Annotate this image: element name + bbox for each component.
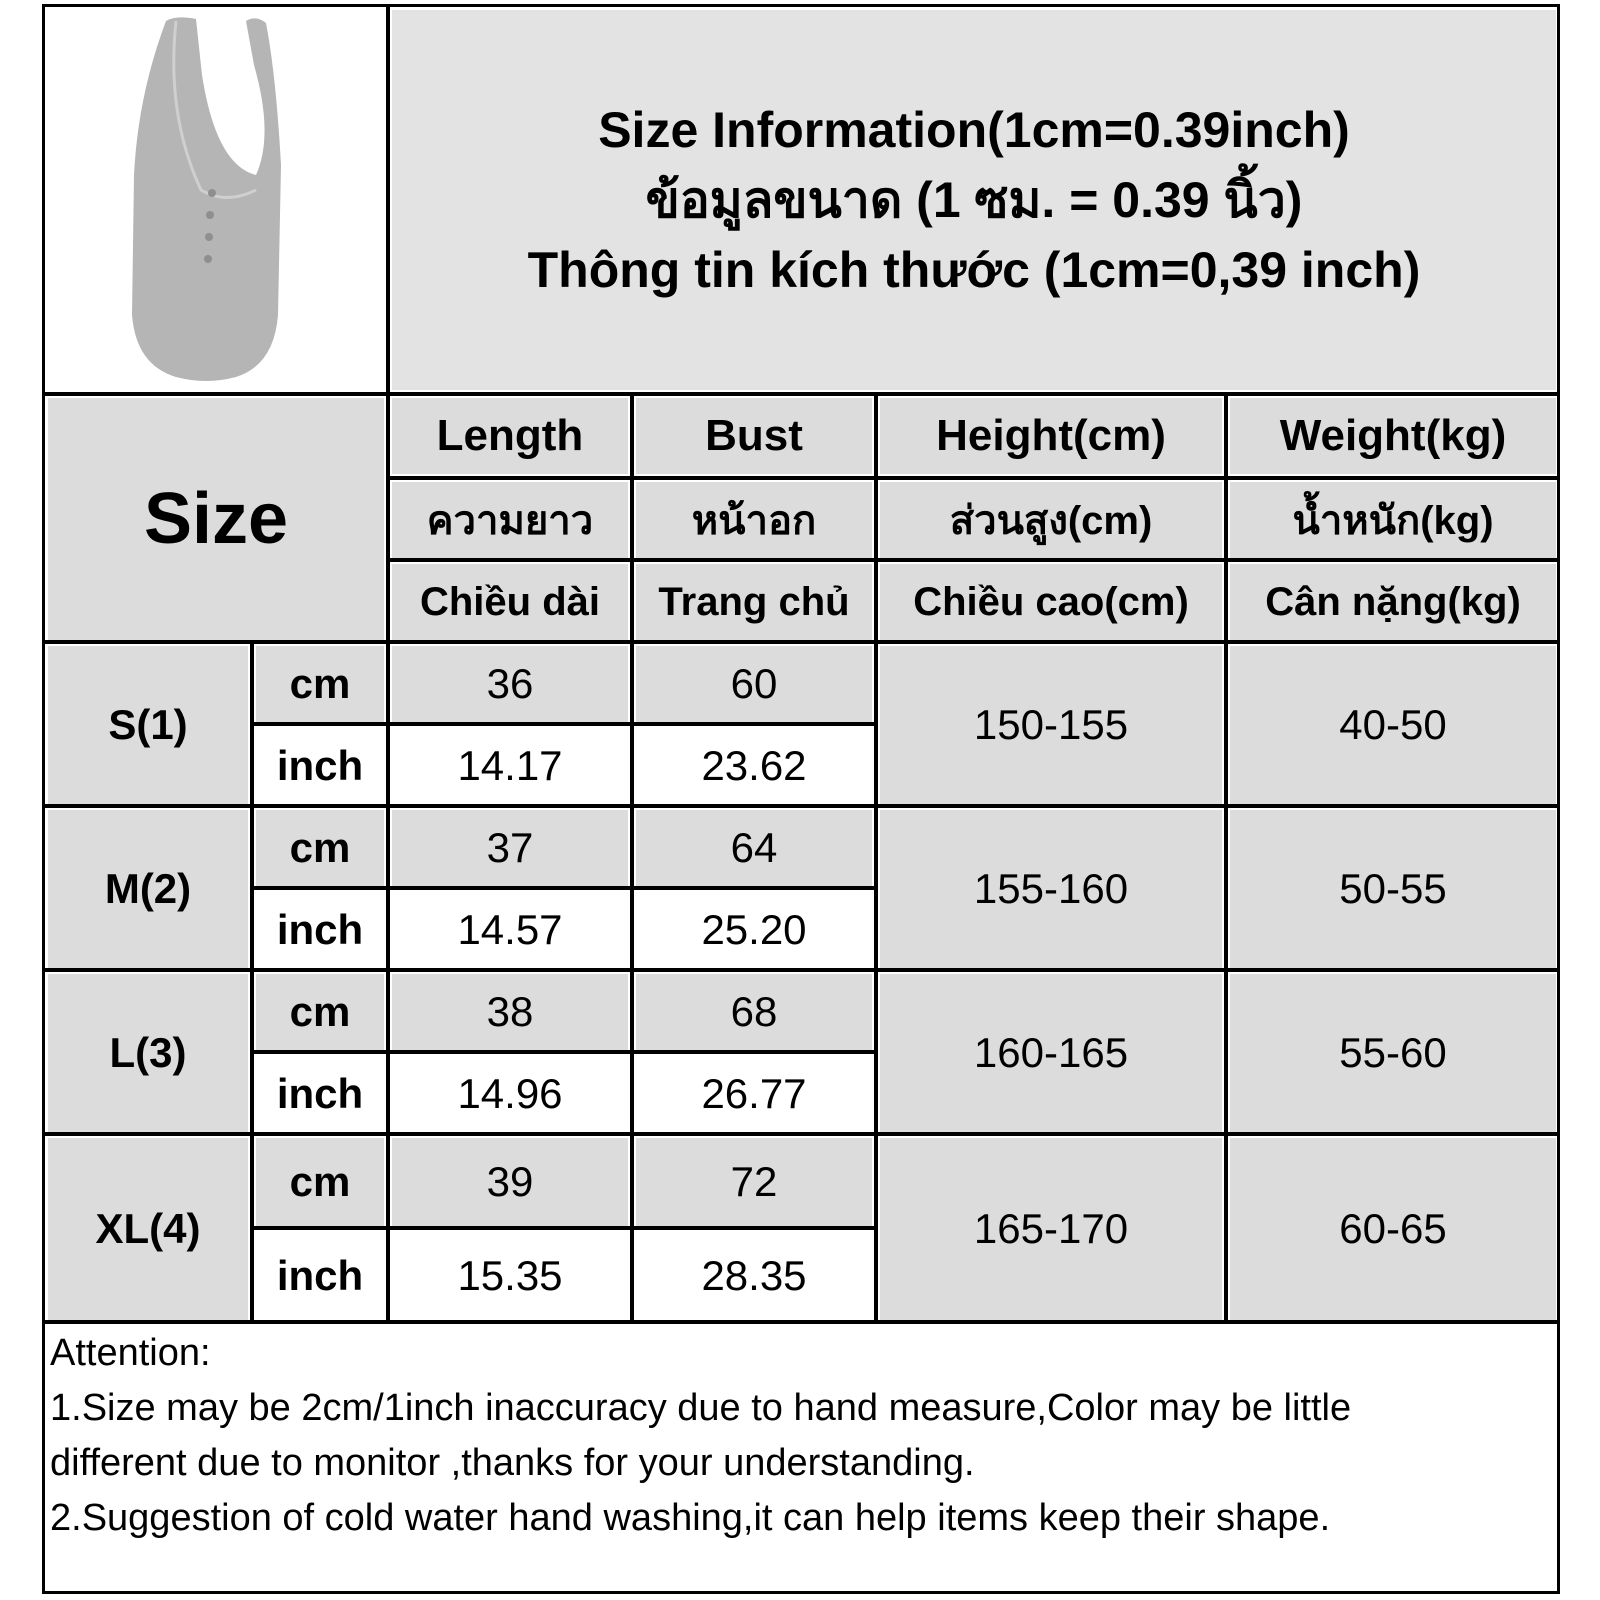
grid-line <box>388 558 1560 562</box>
bust-inch-m: 25.20 <box>636 892 872 968</box>
weight-xl: 60-65 <box>1230 1138 1556 1320</box>
grid-line <box>42 804 1560 808</box>
halter-top-image <box>106 15 326 385</box>
weight-l: 55-60 <box>1230 974 1556 1132</box>
height-l: 160-165 <box>880 974 1222 1132</box>
col-height-en: Height(cm) <box>880 398 1222 474</box>
title-block <box>392 10 1556 390</box>
col-bust-en: Bust <box>636 398 872 474</box>
col-length-th: ความยาว <box>392 482 628 558</box>
unit-inch: inch <box>256 728 384 804</box>
bust-cm-xl: 72 <box>636 1138 872 1226</box>
grid-line <box>42 1132 1560 1136</box>
product-image-cell <box>48 10 384 390</box>
title-english: Size Information(1cm=0.39inch) <box>598 102 1350 158</box>
col-weight-vi: Cân nặng(kg) <box>1230 564 1556 640</box>
grid-line <box>388 476 1560 480</box>
height-s: 150-155 <box>880 646 1222 804</box>
weight-m: 50-55 <box>1230 810 1556 968</box>
bust-cm-l: 68 <box>636 974 872 1050</box>
col-length-en: Length <box>392 398 628 474</box>
unit-cm: cm <box>256 810 384 886</box>
col-length-vi: Chiều dài <box>392 564 628 640</box>
size-label-m: M(2) <box>48 810 248 968</box>
length-inch-l: 14.96 <box>392 1056 628 1132</box>
title-vietnamese: Thông tin kích thước (1cm=0,39 inch) <box>527 242 1421 298</box>
length-cm-m: 37 <box>392 810 628 886</box>
attention-heading: Attention: <box>50 1332 211 1374</box>
height-m: 155-160 <box>880 810 1222 968</box>
weight-s: 40-50 <box>1230 646 1556 804</box>
bust-inch-l: 26.77 <box>636 1056 872 1132</box>
col-bust-th: หน้าอก <box>636 482 872 558</box>
bust-inch-s: 23.62 <box>636 728 872 804</box>
length-inch-m: 14.57 <box>392 892 628 968</box>
grid-line <box>1224 394 1228 1324</box>
col-height-vi: Chiều cao(cm) <box>880 564 1222 640</box>
col-height-th: ส่วนสูง(cm) <box>880 482 1222 558</box>
grid-line <box>42 640 1560 644</box>
length-inch-s: 14.17 <box>392 728 628 804</box>
unit-cm: cm <box>256 646 384 722</box>
title-thai: ข้อมูลขนาด (1 ซม. = 0.39 นิ้ว) <box>645 172 1303 228</box>
col-bust-vi: Trang chủ <box>636 564 872 640</box>
grid-line <box>42 392 1560 396</box>
length-cm-l: 38 <box>392 974 628 1050</box>
grid-line <box>42 968 1560 972</box>
grid-line <box>874 394 878 1324</box>
grid-line <box>252 722 876 726</box>
size-label-xl: XL(4) <box>48 1138 248 1320</box>
attention-notes <box>50 1326 1550 1546</box>
unit-cm: cm <box>256 974 384 1050</box>
attention-line-1: 1.Size may be 2cm/1inch inaccuracy due to hand measure,Color may be little <box>50 1387 1352 1429</box>
unit-inch: inch <box>256 1056 384 1132</box>
length-cm-s: 36 <box>392 646 628 722</box>
length-inch-xl: 15.35 <box>392 1232 628 1320</box>
size-label-s: S(1) <box>48 646 248 804</box>
grid-line <box>42 1320 1560 1324</box>
grid-line <box>252 1226 876 1230</box>
grid-line <box>250 642 254 1324</box>
attention-line-2: different due to monitor ,thanks for your understanding. <box>50 1442 975 1484</box>
size-header-cell <box>48 398 384 640</box>
grid-line <box>386 4 390 1324</box>
size-label-l: L(3) <box>48 974 248 1132</box>
attention-line-3: 2.Suggestion of cold water hand washing,it can help items keep their shape. <box>50 1497 1331 1539</box>
unit-inch: inch <box>256 892 384 968</box>
unit-inch: inch <box>256 1232 384 1320</box>
col-weight-th: น้ำหนัก(kg) <box>1230 482 1556 558</box>
grid-line <box>252 886 876 890</box>
bust-cm-m: 64 <box>636 810 872 886</box>
col-weight-en: Weight(kg) <box>1230 398 1556 474</box>
size-header-label: Size <box>143 479 289 559</box>
height-xl: 165-170 <box>880 1138 1222 1320</box>
bust-inch-xl: 28.35 <box>636 1232 872 1320</box>
grid-line <box>630 394 634 1324</box>
unit-cm: cm <box>256 1138 384 1226</box>
length-cm-xl: 39 <box>392 1138 628 1226</box>
bust-cm-s: 60 <box>636 646 872 722</box>
grid-line <box>252 1050 876 1054</box>
